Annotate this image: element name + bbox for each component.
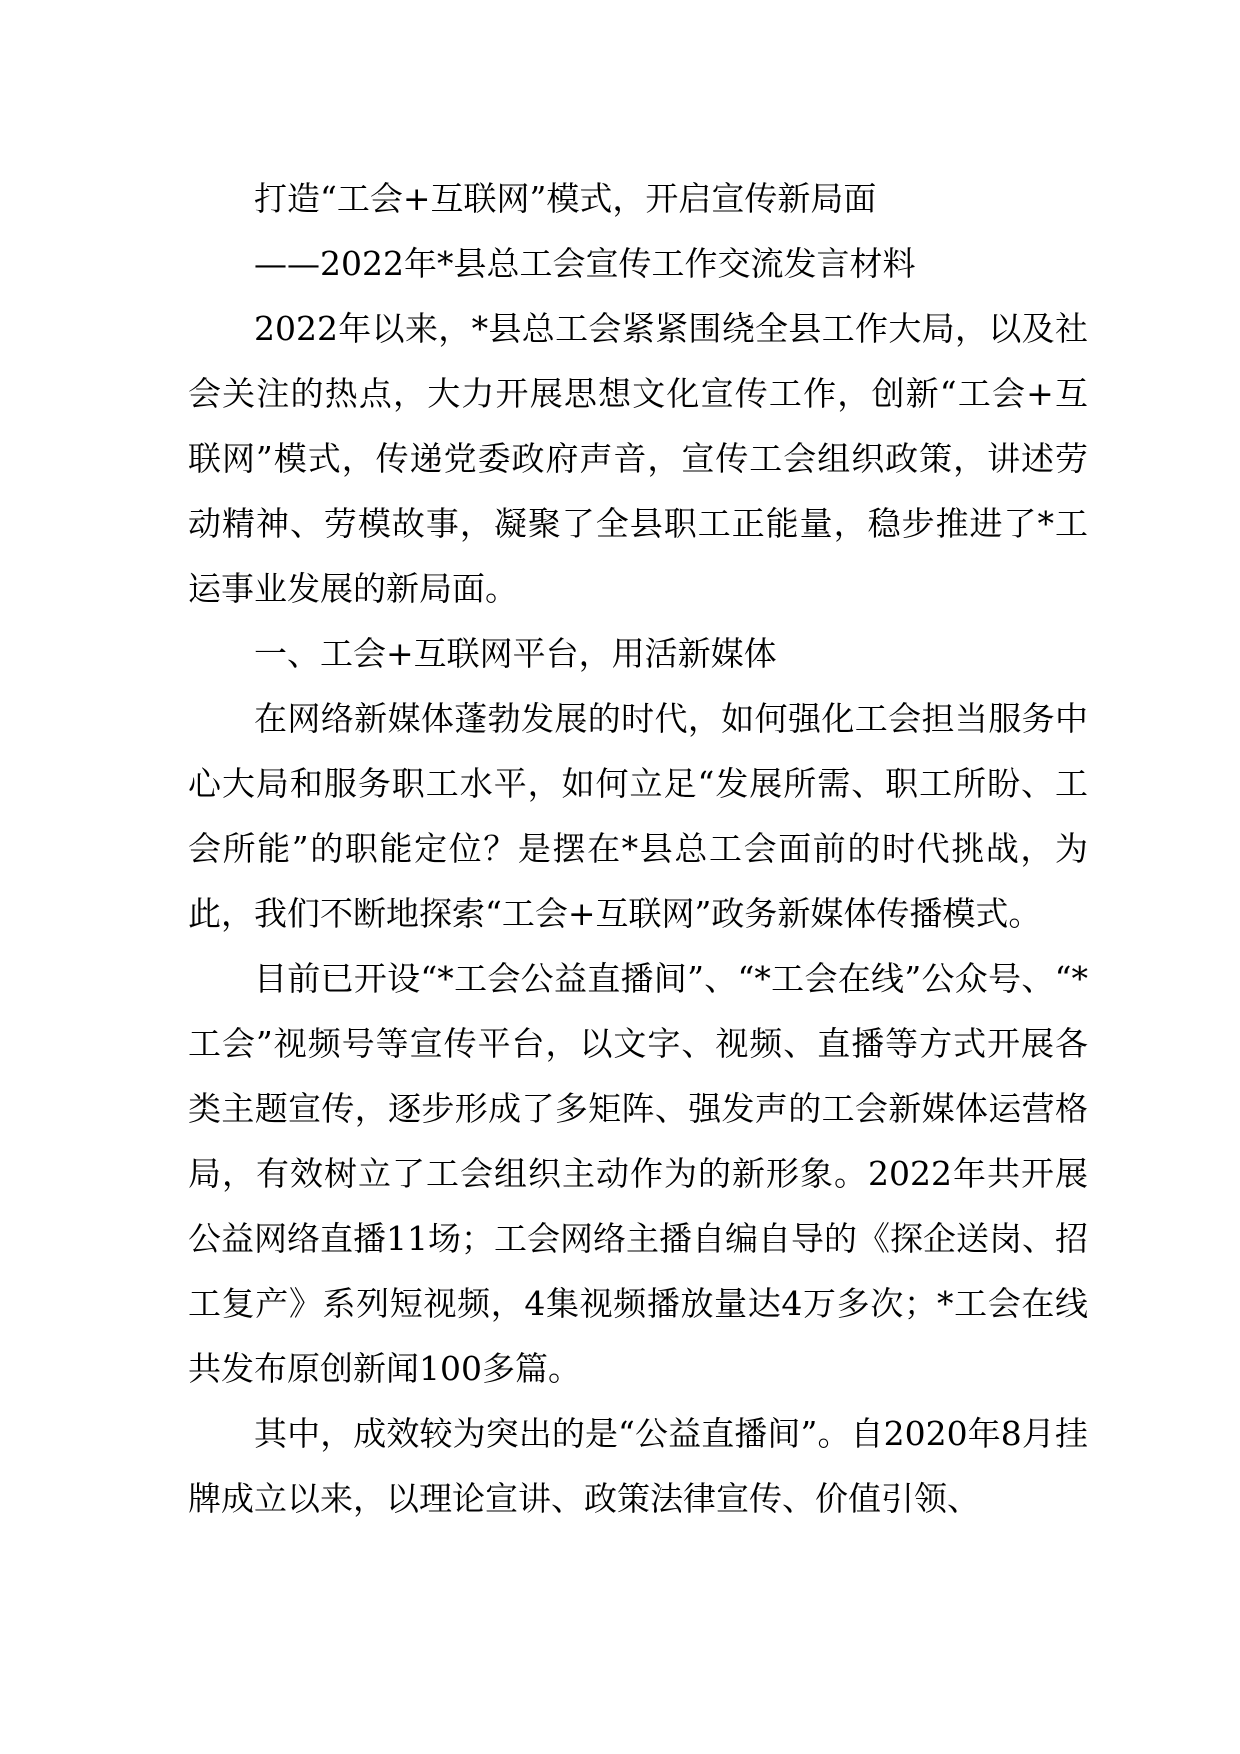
- paragraph-livestream: 其中，成效较为突出的是“公益直播间”。自2020年8月挂牌成立以来，以理论宣讲、政策法律宣传、价值引领、: [188, 1414, 1088, 1518]
- paragraph-challenge: 在网络新媒体蓬勃发展的时代，如何强化工会担当服务中心大局和服务职工水平，如何立足“发展所需、职工所盼、工会所能”的职能定位？是摆在*县总工会面前的时代挑战，为此，我们不断地探索“工会+互联网”政务新媒体传播模式。: [188, 699, 1088, 933]
- section-heading-1: 一、工会+互联网平台，用活新媒体: [254, 634, 777, 673]
- document-title: 打造“工会+互联网”模式，开启宣传新局面: [254, 179, 877, 218]
- document-subtitle: ——2022年*县总工会宣传工作交流发言材料: [254, 244, 916, 283]
- paragraph-intro: 2022年以来，*县总工会紧紧围绕全县工作大局，以及社会关注的热点，大力开展思想文化宣传工作，创新“工会+互联网”模式，传递党委政府声音，宣传工会组织政策，讲述劳动精神、劳模故事，凝聚了全县职工正能量，稳步推进了*工运事业发展的新局面。: [188, 309, 1088, 608]
- paragraph-platforms: 目前已开设“*工会公益直播间”、“*工会在线”公众号、“*工会”视频号等宣传平台，以文字、视频、直播等方式开展各类主题宣传，逐步形成了多矩阵、强发声的工会新媒体运营格局，有效树立了工会组织主动作为的新形象。2022年共开展公益网络直播11场；工会网络主播自编自导的《探企送岗、招工复产》系列短视频，4集视频播放量达4万多次；*工会在线共发布原创新闻100多篇。: [188, 959, 1088, 1388]
- document-page: [188, 166, 1088, 1531]
